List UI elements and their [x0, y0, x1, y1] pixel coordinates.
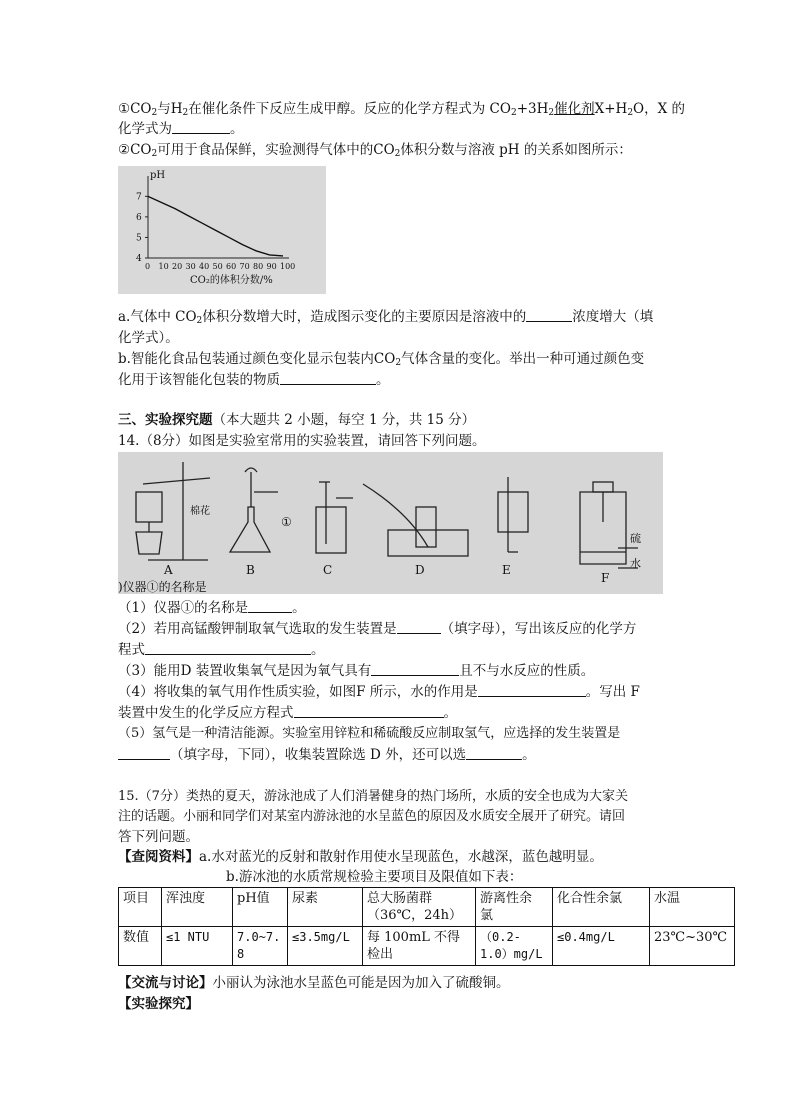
q13-line3: $②CO_2$可用于食品保鲜，实验测得气体中的$CO_2$体积分数与溶液 pH 的关系如图所示： — [118, 142, 632, 159]
q14-line2: （2）若用高锰酸钾制取氧气选取的发生装置是 （填字母），写出该反应的化学方 — [118, 621, 637, 637]
q15-line6: 【交流与讨论】小丽认为泳池水呈蓝色可能是因为加入了硫酸铜。 — [118, 975, 510, 991]
label-e: E — [502, 563, 511, 577]
answer-blank[interactable] — [478, 683, 586, 697]
water-label: 水 — [630, 557, 641, 570]
y-tick-label: 7 — [136, 192, 142, 203]
answer-blank[interactable] — [294, 704, 444, 718]
q14-line1: （1）仪器①的名称是 。 — [118, 600, 306, 616]
answer-blank[interactable] — [172, 120, 230, 134]
section-heading: 三、实验探究题（本大题共 2 小题，每空 1 分，共 15 分） — [118, 412, 476, 428]
q14-line8: （填字母，下同），收集装置除选 D 外，还可以选 。 — [118, 746, 536, 764]
q14-head: 14.（8分）如图是实验室常用的实验装置，请回答下列问题。 — [118, 433, 486, 449]
q13-line1: $①CO_2$与$H_2$在催化条件下反应生成甲醇。反应的化学方程式为 $CO_2+3H_2$催化剂$X+H_2O$，X 的 — [118, 101, 686, 118]
q14-line7: （5）氢气是一种清洁能源。实验室用锌粒和稀硫酸反应制取氢气，应选择的发生装置是 — [118, 726, 621, 741]
x-tick-label: 0 — [145, 262, 151, 271]
q15-line2: 注的话题。小丽和同学们对某室内游泳池的水呈蓝色的原因及水质安全展开了研究。请回 — [118, 809, 626, 824]
q14-line4: （3）能用D 装置收集氧气是因为氧气具有 且不与水反应的性质。 — [118, 663, 595, 679]
x-tick-label: 60 — [226, 262, 237, 271]
ph-chart — [118, 166, 326, 294]
answer-blank[interactable] — [280, 371, 376, 385]
q14-line6: 装置中发生的化学反应方程式 。 — [118, 705, 457, 721]
label-f: F — [601, 571, 610, 585]
q13-qa-line1: a.气体中 $CO_2$体积分数增大时，造成图示变化的主要原因是溶液中的 浓度增大（填 — [118, 309, 654, 326]
answer-blank[interactable] — [397, 620, 441, 634]
answer-blank[interactable] — [526, 308, 572, 322]
q15-line3: 答下列问题。 — [118, 829, 199, 845]
q13-qa-line2: 化学式）。 — [118, 330, 179, 346]
answer-blank[interactable] — [145, 641, 311, 655]
q13-qb-line1: b.智能化食品包装通过颜色变化显示包装内$CO_2$气体含量的变化。举出一种可通过颜色变 — [118, 351, 645, 368]
catalyst-label: 催化剂 — [554, 101, 595, 117]
cotton-label: 棉花 — [190, 506, 210, 517]
x-tick-label: 70 — [239, 262, 250, 271]
y-axis-label: pH — [150, 170, 166, 181]
x-tick-label: 90 — [266, 262, 277, 271]
x-tick-label: 20 — [172, 262, 183, 271]
label-a: A — [164, 563, 173, 577]
photo-caption: )仪器①的名称是 — [118, 580, 207, 594]
q14-line5: （4）将收集的氧气用作性质实验，如图F 所示，水的作用是 。写出 F — [118, 684, 640, 700]
q13-line2: 化学式为 。 — [118, 121, 244, 137]
table-row: 项目 浑浊度 pH值 尿素 总大肠菌群 （36℃，24h） 游离性余 氯 化合性余氯 水温 — [119, 888, 735, 927]
q13-qb-line2: 化用于该智能化包装的物质 。 — [118, 372, 390, 388]
y-tick-label: 6 — [136, 212, 142, 223]
answer-blank[interactable] — [371, 662, 459, 676]
x-tick-label: 100 — [280, 262, 296, 271]
answer-blank[interactable] — [248, 599, 292, 613]
q14-line3: 程式 。 — [118, 642, 325, 658]
circle-label: ① — [281, 515, 292, 529]
table-row: 数值 ≤1 NTU 7.0~7. 8 ≤3.5mg/L 每 100mL 不得 检出 （0.2- 1.0）mg/L ≤0.4mg/L 23℃~30℃ — [119, 927, 735, 966]
apparatus-photo — [118, 452, 663, 594]
y-tick-label: 4 — [136, 254, 142, 264]
q15-line7: 【实验探究】 — [118, 996, 199, 1012]
q15-line4: 【查阅资料】a.水对蓝光的反射和散射作用使水呈现蓝色，水越深，蓝色越明显。 — [118, 849, 603, 865]
sulfur-label: 硫 — [630, 532, 641, 545]
label-c: C — [323, 563, 333, 577]
photo-background — [118, 452, 663, 594]
x-axis-label: CO₂的体积分数/% — [190, 275, 273, 286]
q15-line5: b.游冰池的水质常规检验主要项目及限值如下表： — [226, 869, 523, 885]
x-tick-label: 30 — [185, 262, 196, 271]
x-tick-label: 80 — [253, 262, 264, 271]
q15-line1: 15.（7分）类热的夏天，游泳池成了人们消暑健身的热门场所，水质的安全也成为大家关 — [118, 789, 628, 804]
answer-blank[interactable] — [466, 746, 522, 760]
answer-blank[interactable] — [118, 746, 170, 760]
x-tick-label: 50 — [212, 262, 223, 271]
x-tick-label: 40 — [199, 262, 210, 271]
label-d: D — [415, 563, 425, 577]
label-b: B — [246, 563, 255, 577]
water-quality-table — [118, 887, 735, 966]
y-tick-label: 5 — [136, 233, 142, 244]
x-tick-label: 10 — [158, 262, 169, 271]
